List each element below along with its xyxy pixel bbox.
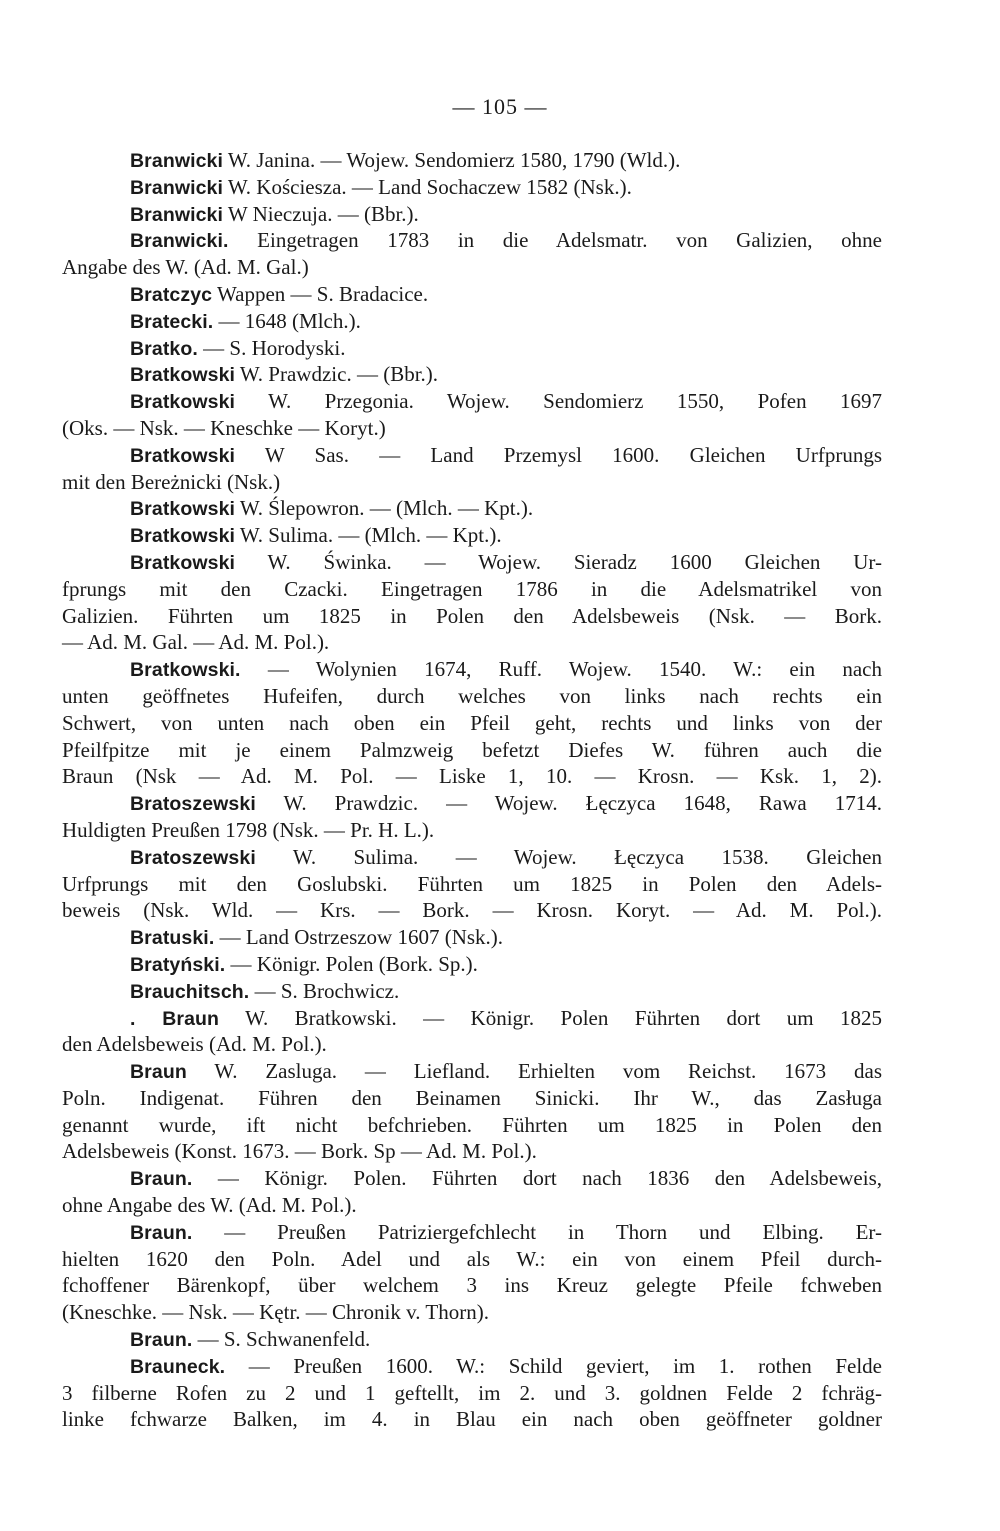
entry-text: W Sas. — Land Przemysl 1600. Gleichen Urfprungs — [235, 442, 882, 467]
entry-text: W. Bratkowski. — Königr. Polen Führten dort um 1825 — [219, 1005, 883, 1030]
entry-text: — 1648 (Mlch.). — [213, 308, 361, 333]
text-line — [62, 1299, 882, 1326]
entry-text: Wappen — S. Bradacice. — [212, 281, 429, 306]
entry-text: — S. Brochwicz. — [249, 978, 400, 1003]
entry-text: (Oks. — Nsk. — Kneschke — Koryt.) — [62, 415, 386, 440]
entry-name: Bratczyc — [130, 283, 213, 306]
entry-text: ohne Angabe des W. (Ad. M. Pol.). — [62, 1193, 357, 1218]
text-line — [62, 415, 882, 442]
text-line — [62, 1272, 882, 1299]
entry-text: mit den Bereżnicki (Nsk.) — [62, 469, 281, 494]
entry-text: — S. Schwanenfeld. — [192, 1327, 371, 1352]
entry-text: W Nieczuja. — (Bbr.). — [223, 201, 419, 226]
entry-name: Bratkowski — [130, 551, 236, 574]
text-line — [62, 522, 882, 549]
text-line — [62, 710, 882, 737]
text-line — [62, 227, 882, 254]
entry-text: beweis (Nsk. Wld. — Krs. — Bork. — Krosn. Koryt. — Ad. M. Pol.). — [62, 898, 882, 923]
entry-text: Galizien. Führten um 1825 in Polen den Adelsbeweis (Nsk. — Bork. — [62, 603, 882, 628]
entry-name: Branwicki — [130, 176, 224, 199]
entries-text-block — [62, 147, 882, 1433]
page-number: — 105 — — [452, 94, 548, 119]
text-line — [62, 1219, 882, 1246]
entry-text: Huldigten Preußen 1798 (Nsk. — Pr. H. L.). — [62, 817, 435, 842]
text-line — [62, 174, 882, 201]
entry-text: Urfprungs mit den Goslubski. Führten um 1825 in Polen den Adels- — [62, 871, 882, 896]
text-line — [62, 442, 882, 469]
entry-name: Bratkowski. — [130, 659, 241, 682]
text-line — [62, 629, 882, 656]
text-line — [62, 790, 882, 817]
text-line — [62, 308, 882, 335]
text-line — [62, 495, 882, 522]
text-line — [62, 737, 882, 764]
entry-text: Eingetragen 1783 in die Adelsmatr. von Galizien, ohne — [228, 228, 882, 253]
text-line — [62, 1353, 882, 1380]
entry-name: Bratecki. — [130, 310, 214, 333]
entry-text: W. Przegonia. Wojew. Sendomierz 1550, Pofen 1697 — [235, 389, 882, 414]
text-line — [62, 335, 882, 362]
entry-text: hielten 1620 den Poln. Adel und als W.: ein von einem Pfeil durch- — [62, 1246, 882, 1271]
entry-name: Branwicki — [130, 150, 224, 172]
text-line — [62, 1192, 882, 1219]
entry-text: W. Prawdzic. — (Bbr.). — [235, 362, 439, 387]
entry-name: Bratkowski — [130, 391, 236, 414]
text-line — [62, 1165, 882, 1192]
entry-text: fprungs mit den Czacki. Eingetragen 1786 in die Adelsmatrikel von — [62, 576, 882, 601]
entry-name: Bratko. — [130, 337, 198, 360]
entry-name: Bratkowski — [130, 364, 236, 387]
entry-text: W. Kościesza. — Land Sochaczew 1582 (Nsk.). — [223, 174, 632, 199]
entry-text: W. Sulima. — (Mlch. — Kpt.). — [235, 523, 502, 548]
text-line — [62, 978, 882, 1005]
entry-name: Braun. — [130, 1221, 193, 1244]
entry-text: Braun (Nsk — Ad. M. Pol. — Liske 1, 10. — Krosn. — Ksk. 1, 2). — [62, 764, 882, 789]
entry-name: Braun. — [130, 1168, 193, 1191]
text-line — [62, 871, 882, 898]
text-line — [62, 361, 882, 388]
entry-name: Branwicki — [130, 203, 224, 226]
text-line — [62, 549, 882, 576]
text-line — [62, 576, 882, 603]
text-line — [62, 1085, 882, 1112]
text-line — [62, 817, 882, 844]
entry-text: — Land Ostrzeszow 1607 (Nsk.). — [214, 925, 504, 950]
entry-text: — S. Horodyski. — [197, 335, 346, 360]
entry-text: — Ad. M. Gal. — Ad. M. Pol.). — [62, 630, 330, 655]
entry-text: Pfeilfpitze mit je einem Palmzweig befetzt Diefes W. führen auch die — [62, 737, 882, 762]
text-line — [62, 254, 882, 281]
text-line — [62, 1112, 882, 1139]
entry-name: Branwicki. — [130, 230, 229, 253]
text-line — [62, 1031, 882, 1058]
entry-text: fchoffener Bärenkopf, über welchem 3 ins Kreuz gelegte Pfeile fchweben — [62, 1273, 882, 1298]
entry-name: Bratkowski — [130, 498, 236, 521]
text-line — [62, 924, 882, 951]
entry-name: Bratoszewski — [130, 793, 256, 816]
entry-text: unten geöffnetes Hufeifen, durch welches von links nach rechts ein — [62, 683, 882, 708]
entry-name: Bratkowski — [130, 525, 236, 548]
text-line — [62, 603, 882, 630]
entry-text: W. Sulima. — Wojew. Łęczyca 1538. Gleichen — [255, 844, 882, 869]
entry-text: — Königr. Polen. Führten dort nach 1836 den Adelsbeweis, — [192, 1166, 882, 1191]
text-line — [62, 656, 882, 683]
entry-text: W. Zasluga. — Liefland. Erhielten vom Reichst. 1673 das — [186, 1059, 882, 1084]
entry-text: linke fchwarze Balken, im 4. in Blau ein nach oben geöffneter goldner — [62, 1407, 882, 1432]
entry-text: — Preußen 1600. W.: Schild geviert, im 1. rothen Felde — [225, 1353, 882, 1378]
text-line — [62, 1246, 882, 1273]
text-line — [62, 201, 882, 228]
entry-text: W. Świnka. — Wojew. Sieradz 1600 Gleichen Ur- — [235, 549, 882, 574]
text-line — [62, 951, 882, 978]
entry-text: (Kneschke. — Nsk. — Kętr. — Chronik v. Thorn). — [62, 1300, 489, 1325]
entry-name: Bratkowski — [130, 444, 236, 467]
entry-text: genannt wurde, ift nicht befchrieben. Führten um 1825 in Polen den — [62, 1112, 882, 1137]
entry-name: Bratoszewski — [130, 846, 256, 869]
text-line — [62, 1005, 882, 1032]
entry-text: — Wolynien 1674, Ruff. Wojew. 1540. W.: ein nach — [240, 657, 882, 682]
text-line — [62, 1326, 882, 1353]
entry-name: Brauchitsch. — [130, 980, 250, 1003]
entry-text: Angabe des W. (Ad. M. Gal.) — [62, 255, 309, 280]
text-line — [62, 1406, 882, 1433]
text-line — [62, 1058, 882, 1085]
entry-text: 3 filberne Rofen zu 2 und 1 geftellt, im 2. und 3. goldnen Felde 2 fchräg- — [62, 1380, 882, 1405]
text-line — [62, 469, 882, 496]
text-line — [62, 897, 882, 924]
text-line — [62, 844, 882, 871]
text-line — [62, 1138, 882, 1165]
entry-name: Braun. — [130, 1329, 193, 1352]
entry-text: Schwert, von unten nach oben ein Pfeil geht, rechts und links von der — [62, 710, 882, 735]
entry-name: Bratyński. — [130, 953, 226, 976]
entry-text: — Preußen Patriziergefchlecht in Thorn und Elbing. Er- — [192, 1219, 882, 1244]
entry-text: Poln. Indigenat. Führen den Beinamen Sinicki. Ihr W., das Zasługa — [62, 1085, 882, 1110]
entry-text: W. Janina. — Wojew. Sendomierz 1580, 1790 (Wld.). — [223, 148, 681, 172]
entry-name: Bratuski. — [130, 927, 215, 950]
text-line — [62, 147, 882, 174]
entry-name: Brauneck. — [130, 1355, 226, 1378]
entry-text: W. Ślepowron. — (Mlch. — Kpt.). — [235, 496, 534, 521]
entry-text: W. Prawdzic. — Wojew. Łęczyca 1648, Rawa 1714. — [255, 791, 882, 816]
entry-name: Braun — [130, 1061, 187, 1084]
text-line — [62, 683, 882, 710]
entry-text: — Königr. Polen (Bork. Sp.). — [225, 951, 478, 976]
text-line — [62, 763, 882, 790]
text-line — [62, 388, 882, 415]
text-line — [62, 281, 882, 308]
entry-text: den Adelsbeweis (Ad. M. Pol.). — [62, 1032, 327, 1057]
entry-name: . Braun — [130, 1007, 220, 1030]
text-line — [62, 1380, 882, 1407]
entry-text: Adelsbeweis (Konst. 1673. — Bork. Sp — Ad. M. Pol.). — [62, 1139, 537, 1164]
